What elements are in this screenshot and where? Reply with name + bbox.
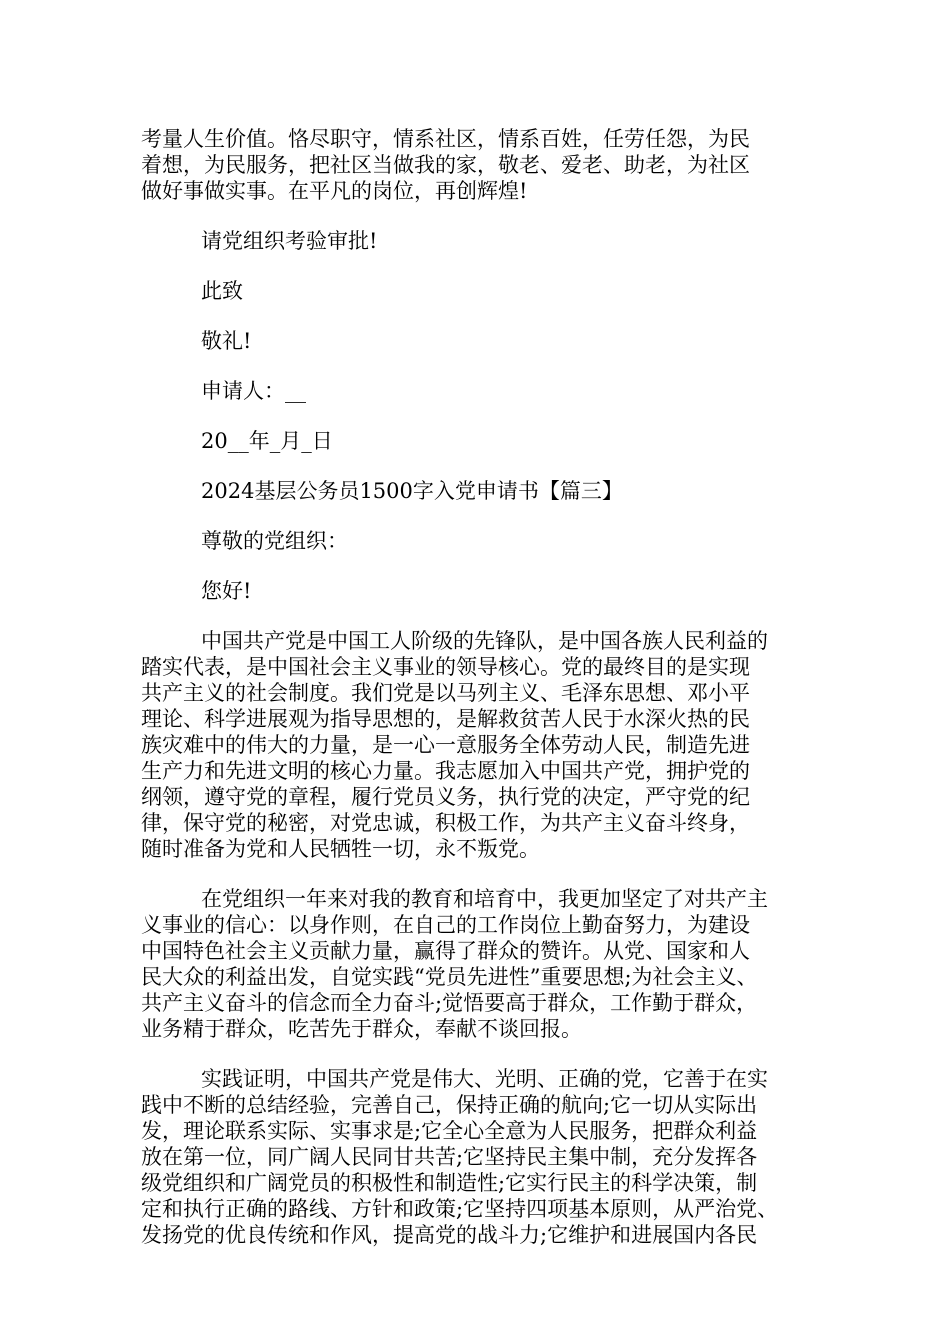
text-line: 业务精于群众，吃苦先于群众，奉献不谈回报。 — [141, 1017, 582, 1041]
salute-line-1: 此致 — [201, 279, 243, 303]
text-line: 纲领，遵守党的章程，履行党员义务，执行党的决定，严守党的纪 — [141, 785, 750, 809]
applicant-line: 申请人：__ — [201, 379, 306, 403]
text-line: 随时准备为党和人民牺牲一切，永不叛党。 — [141, 837, 540, 861]
text-line: 生产力和先进文明的核心力量。我志愿加入中国共产党，拥护党的 — [141, 759, 750, 783]
text-line: 民大众的利益出发，自觉实践“党员先进性”重要思想;为社会主义、 — [141, 965, 758, 989]
intro-paragraph — [141, 126, 811, 204]
text-line: 级党组织和广阔党员的积极性和制造性;它实行民主的科学决策，制 — [141, 1171, 758, 1195]
paragraph-2 — [141, 886, 811, 1042]
document-page — [141, 126, 811, 1248]
text-line: 中国特色社会主义贡献力量，赢得了群众的赞许。从党、国家和人 — [141, 939, 750, 963]
text-line: 实践证明，中国共产党是伟大、光明、正确的党，它善于在实 — [201, 1067, 768, 1091]
text-line: 律，保守党的秘密，对党忠诚，积极工作，为共产主义奋斗终身， — [141, 811, 750, 835]
request-line: 请党组织考验审批! — [201, 229, 378, 253]
text-line: 放在第一位，同广阔人民同甘共苦;它坚持民主集中制，充分发挥各 — [141, 1145, 758, 1169]
text-line: 中国共产党是中国工人阶级的先锋队，是中国各族人民利益的 — [201, 629, 768, 653]
section-title: 2024基层公务员1500字入党申请书【篇三】 — [201, 479, 623, 503]
text-line: 共产主义奋斗的信念而全力奋斗;觉悟要高于群众，工作勤于群众， — [141, 991, 758, 1015]
greeting-line: 尊敬的党组织： — [201, 529, 348, 553]
text-line: 践中不断的总结经验，完善自己，保持正确的航向;它一切从实际出 — [141, 1093, 758, 1117]
text-line: 理论、科学进展观为指导思想的，是解救贫苦人民于水深火热的民 — [141, 707, 750, 731]
text-line: 做好事做实事。在平凡的岗位，再创辉煌! — [141, 179, 528, 203]
text-line: 共产主义的社会制度。我们党是以马列主义、毛泽东思想、邓小平 — [141, 681, 750, 705]
paragraph-1 — [141, 628, 811, 862]
text-line: 族灾难中的伟大的力量，是一心一意服务全体劳动人民，制造先进 — [141, 733, 750, 757]
text-line: 发，理论联系实际、实事求是;它全心全意为人民服务，把群众利益 — [141, 1119, 758, 1143]
date-line: 20__年_月_日 — [201, 429, 333, 453]
paragraph-3 — [141, 1066, 811, 1248]
text-line: 发扬党的优良传统和作风，提高党的战斗力;它维护和进展国内各民 — [141, 1223, 758, 1247]
text-line: 定和执行正确的路线、方针和政策;它坚持四项基本原则，从严治党、 — [141, 1197, 779, 1221]
text-line: 着想，为民服务，把社区当做我的家，敬老、爱老、助老，为社区 — [141, 153, 750, 177]
text-line: 在党组织一年来对我的教育和培育中，我更加坚定了对共产主 — [201, 887, 768, 911]
salute-line-2: 敬礼! — [201, 329, 252, 353]
hello-line: 您好! — [201, 579, 252, 603]
text-line: 考量人生价值。恪尽职守，情系社区，情系百姓，任劳任怨，为民 — [141, 127, 750, 151]
text-line: 踏实代表，是中国社会主义事业的领导核心。党的最终目的是实现 — [141, 655, 750, 679]
text-line: 义事业的信心：以身作则，在自己的工作岗位上勤奋努力，为建设 — [141, 913, 750, 937]
